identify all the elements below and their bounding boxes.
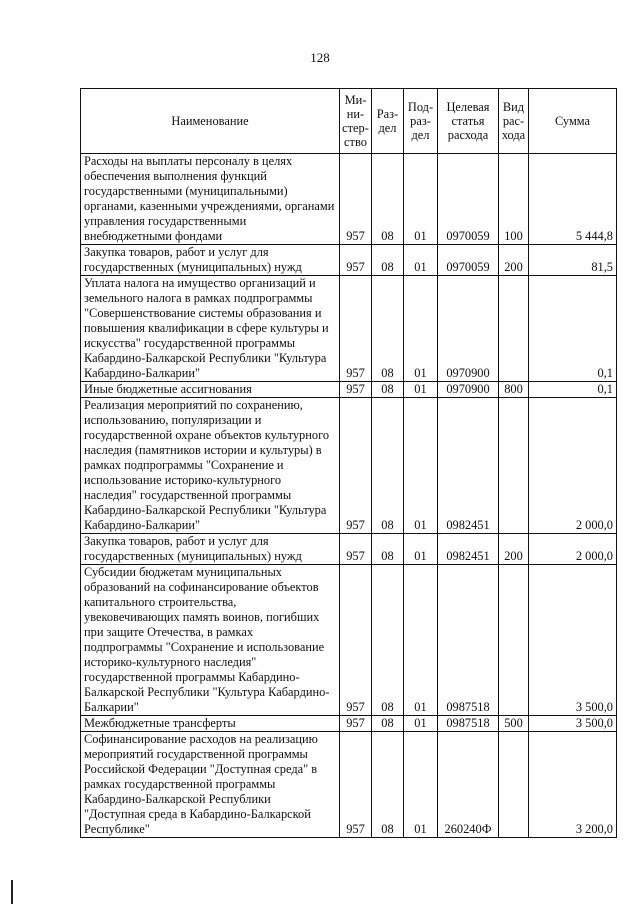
row-name: Уплата налога на имущество организаций и земельного налога в рамках подпрограммы "Совершенствование системы образования и повышения квалификации в сфере культуры и искусства" государственной программы Кабардино-Балкарской Республики "Культура Кабардино-Балкарии" [81,276,340,382]
header-section: Раз-дел [372,89,404,154]
page-number: 128 [310,50,330,65]
header-row [81,89,617,154]
row-name: Закупка товаров, работ и услуг для государственных (муниципальных) нужд [81,534,340,565]
row-target: 0970900 [438,382,499,398]
row-target: 0987518 [438,565,499,716]
header-sum: Сумма [529,89,617,154]
row-section: 08 [372,382,404,398]
row-section: 08 [372,565,404,716]
row-section: 08 [372,154,404,245]
row-ministry: 957 [340,565,372,716]
table-row [81,382,617,398]
row-target: 260240Ф [438,732,499,838]
row-section: 08 [372,245,404,276]
table-row [81,398,617,534]
row-section: 08 [372,398,404,534]
row-sum: 0,1 [529,276,617,382]
row-ministry: 957 [340,382,372,398]
row-type [499,565,529,716]
row-type [499,398,529,534]
row-subsection: 01 [404,245,438,276]
row-sum: 2 000,0 [529,534,617,565]
row-sum: 5 444,8 [529,154,617,245]
row-subsection: 01 [404,398,438,534]
row-subsection: 01 [404,534,438,565]
row-name: Расходы на выплаты персоналу в целях обеспечения выполнения функций государственными (муниципальными) органами, казенными учреждениями, органами управления государственными внебюджетными фондами [81,154,340,245]
row-sum: 3 200,0 [529,732,617,838]
margin-mark [11,880,13,904]
table-row [81,565,617,716]
row-type [499,276,529,382]
row-type [499,732,529,838]
row-subsection: 01 [404,154,438,245]
row-sum: 2 000,0 [529,398,617,534]
header-type: Вид рас-хода [499,89,529,154]
row-ministry: 957 [340,716,372,732]
row-name: Реализация мероприятий по сохранению, использованию, популяризации и государственной охране объектов культурного наследия (памятников истории и культуры) в рамках подпрограммы "Сохранение и использование историко-культурного наследия" государственной программы Кабардино-Балкарской Республики "Культура Кабардино-Балкарии" [81,398,340,534]
row-name: Субсидии бюджетам муниципальных образований на софинансирование объектов капитального строительства, увековечивающих память воинов, погибших при защите Отечества, в рамках подпрограммы "Сохранение и использование историко-культурного наследия" государственной программы Кабардино-Балкарской Республики "Культура Кабардино-Балкарии" [81,565,340,716]
row-type: 200 [499,245,529,276]
header-name: Наименование [81,89,340,154]
row-sum: 81,5 [529,245,617,276]
row-sum: 0,1 [529,382,617,398]
row-section: 08 [372,534,404,565]
row-subsection: 01 [404,732,438,838]
header-target: Целевая статья расхода [438,89,499,154]
row-subsection: 01 [404,565,438,716]
row-type: 100 [499,154,529,245]
row-name: Софинансирование расходов на реализацию мероприятий государственной программы Российской Федерации "Доступная среда" в рамках государственной программы Кабардино-Балкарской Республики "Доступная среда в Кабардино-Балкарской Республике" [81,732,340,838]
row-subsection: 01 [404,382,438,398]
row-target: 0982451 [438,534,499,565]
row-name: Межбюджетные трансферты [81,716,340,732]
table-row [81,245,617,276]
row-type: 500 [499,716,529,732]
row-name: Иные бюджетные ассигнования [81,382,340,398]
row-section: 08 [372,716,404,732]
row-subsection: 01 [404,276,438,382]
row-type: 800 [499,382,529,398]
header-ministry: Ми-ни-стер-ство [340,89,372,154]
row-sum: 3 500,0 [529,565,617,716]
table-row [81,716,617,732]
table-row [81,154,617,245]
row-target: 0987518 [438,716,499,732]
row-ministry: 957 [340,245,372,276]
row-subsection: 01 [404,716,438,732]
header-subsection: Под-раз-дел [404,89,438,154]
row-target: 0970059 [438,154,499,245]
table-row [81,276,617,382]
row-type: 200 [499,534,529,565]
row-target: 0970900 [438,276,499,382]
row-target: 0970059 [438,245,499,276]
row-ministry: 957 [340,398,372,534]
row-ministry: 957 [340,154,372,245]
row-section: 08 [372,732,404,838]
row-section: 08 [372,276,404,382]
row-ministry: 957 [340,534,372,565]
budget-table [80,88,617,838]
row-target: 0982451 [438,398,499,534]
row-ministry: 957 [340,732,372,838]
table-row [81,732,617,838]
row-ministry: 957 [340,276,372,382]
table-row [81,534,617,565]
row-name: Закупка товаров, работ и услуг для государственных (муниципальных) нужд [81,245,340,276]
row-sum: 3 500,0 [529,716,617,732]
